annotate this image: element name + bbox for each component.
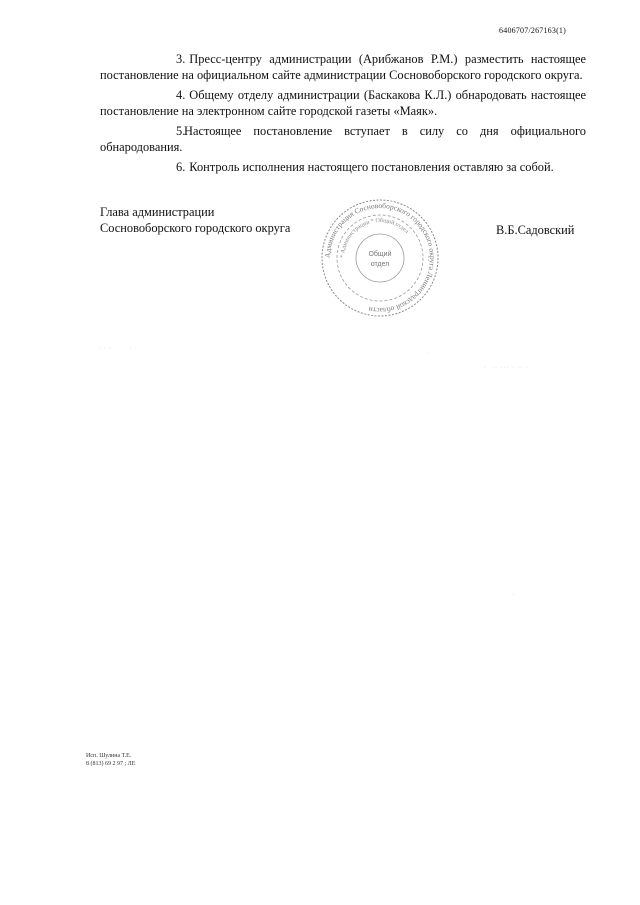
paragraph-4: [100, 88, 586, 119]
paragraph-number: 6.: [176, 160, 186, 174]
stamp-inner-text: * Администрации * Общий отдел: [339, 217, 410, 259]
paragraph-number: 5.: [176, 124, 186, 138]
paragraph-6: [100, 160, 586, 176]
scan-artifact: ·: [428, 350, 431, 356]
paragraph-number: 3.: [176, 52, 186, 66]
stamp-outer-text: Администрация Сосновоборского городского округа Ленинградской области: [322, 200, 438, 316]
stamp-center-line2: отдел: [370, 261, 390, 268]
paragraph-text: Пресс-центру администрации (Арибжанов Р.М.) разместить настоящее постановление на официальном сайте администрации Сосновоборского городского округа.: [100, 52, 586, 82]
signatory-title: [100, 204, 290, 236]
scan-artifact: · · · ·: [98, 346, 133, 352]
stamp-center-line1: Общий: [368, 251, 392, 258]
official-stamp: [318, 196, 442, 320]
signatory-title-line1: Глава администрации: [100, 205, 215, 219]
document-id: 6406707/267163(1): [499, 26, 566, 35]
executor-info: [86, 752, 135, 768]
paragraph-text: Настоящее постановление вступает в силу со дня официального обнародования.: [100, 124, 586, 154]
scan-artifact: ·: [512, 592, 515, 598]
paragraph-5: [100, 124, 586, 155]
paragraph-text: Общему отделу администрации (Баскакова К.Л.) обнародовать настоящее постановление на электронном сайте городской газеты «Маяк».: [100, 88, 586, 118]
signatory-name: В.Б.Садовский: [496, 223, 575, 237]
scan-artifact: · ·· ··· · ·· ·: [484, 365, 529, 371]
paragraph-text: Контроль исполнения настоящего постановления оставляю за собой.: [189, 160, 554, 174]
document-body: [100, 52, 586, 181]
signatory-title-line2: Сосновоборского городского округа: [100, 221, 291, 235]
paragraph-3: [100, 52, 586, 83]
executor-phone: 8 (813) 69 2 97 ; ЛЕ: [86, 761, 136, 767]
executor-name: Исп. Шулина Т.Е.: [86, 753, 132, 759]
paragraph-number: 4.: [176, 88, 186, 102]
